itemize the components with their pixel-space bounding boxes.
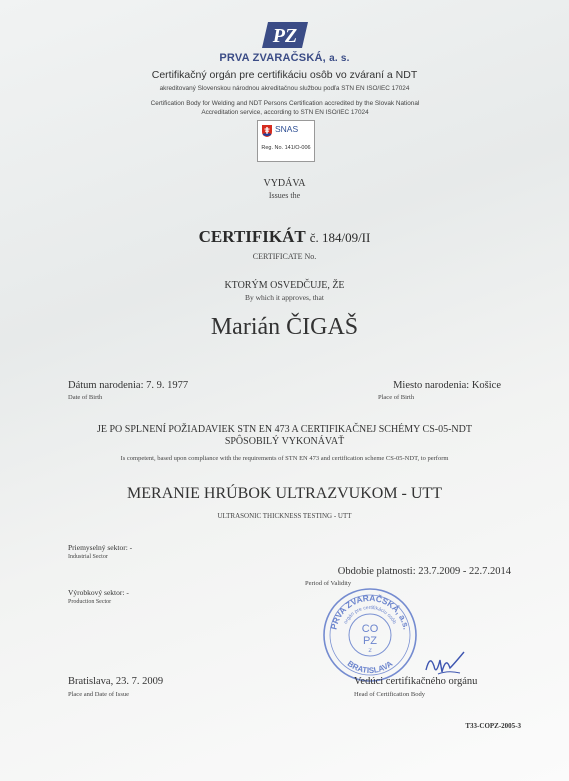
certificate-title: CERTIFIKÁT č. 184/09/II [198,227,371,246]
place-of-birth-en: Place of Birth [378,394,415,401]
svg-text:BRATISLAVA: BRATISLAVA [345,659,395,676]
approves-label-en: By which it approves, that [245,293,324,302]
svg-text:CO: CO [361,623,379,635]
place-of-birth: Miesto narodenia: Košice [393,380,501,391]
accreditation-text-en: Certification Body for Welding and NDT Persons Certification accredited by the Slovak National Accreditation service, according to STN EN ISO/IEC 17024 [150,100,420,116]
person-name: Marián ČIGAŠ [210,314,359,340]
method-title-en: ULTRASONIC THICKNESS TESTING - UTT [217,512,352,520]
certificate-number: č. 184/09/II [309,230,371,245]
place-and-date-of-issue-en: Place and Date of Issue [68,691,130,698]
svg-text:PZ: PZ [272,25,298,47]
industrial-sector: Priemyselný sektor: - [68,543,133,552]
date-of-birth: Dátum narodenia: 7. 9. 1977 [68,380,189,391]
requirements-text-sk: JE PO SPLNENÍ POŽIADAVIEK STN EN 473 A CERTIFIKAČNEJ SCHÉMY CS-05-NDT SPÔSOBILÝ VYKONÁVAŤ [97,424,472,447]
document-code: T33-COPZ-2005-3 [465,722,521,730]
slovak-emblem-icon [262,125,272,137]
company-stamp-icon [320,585,420,685]
svg-text:PRVA ZVARAČSKÁ, a.s.: PRVA ZVARAČSKÁ, a.s. [328,592,412,631]
production-sector: Výrobkový sektor: - [68,588,129,597]
svg-text:orgán pre certifikáciu osôb: orgán pre certifikáciu osôb [342,604,398,626]
issues-label-sk: VYDÁVA [263,178,306,189]
industrial-sector-en: Industrial Sector [68,554,108,560]
snas-reg-no: Reg. No. 141/O-006 [261,145,311,151]
accreditation-text-sk: akreditovaný Slovenskou národnou akreditačnou službou podľa STN EN ISO/IEC 17024 [159,85,410,92]
issues-label-en: Issues the [268,191,301,200]
place-and-date-of-issue: Bratislava, 23. 7. 2009 [68,676,164,687]
svg-text:PZ: PZ [362,635,378,647]
head-of-body-label-en: Head of Certification Body [354,691,425,698]
signature-icon [420,646,468,680]
certificate-no-en: CERTIFICATE No. [252,252,317,261]
approves-label-sk: KTORÝM OSVEDČUJE, ŽE [224,280,345,291]
method-title: MERANIE HRÚBOK ULTRAZVUKOM - UTT [127,485,442,502]
snas-name: SNAS [275,124,299,134]
svg-text:2: 2 [368,648,372,654]
certification-body-title: Certifikačný orgán pre certifikáciu osôb vo zváraní a NDT [151,69,418,81]
snas-badge [257,120,315,162]
validity-period-en: Period of Validity [305,580,352,587]
org-name: PRVA ZVARAČSKÁ, a. s. [219,52,350,64]
requirements-text-en: Is competent, based upon compliance with the requirements of STN EN 473 and certification scheme CS-05-NDT, to perform [120,455,449,462]
production-sector-en: Production Sector [68,599,112,605]
company-logo-icon [262,20,310,50]
date-of-birth-en: Date of Birth [68,394,103,401]
head-of-body-label: Vedúci certifikačného orgánu [354,676,478,687]
validity-period: Obdobie platnosti: 23.7.2009 - 22.7.2014 [337,566,511,577]
